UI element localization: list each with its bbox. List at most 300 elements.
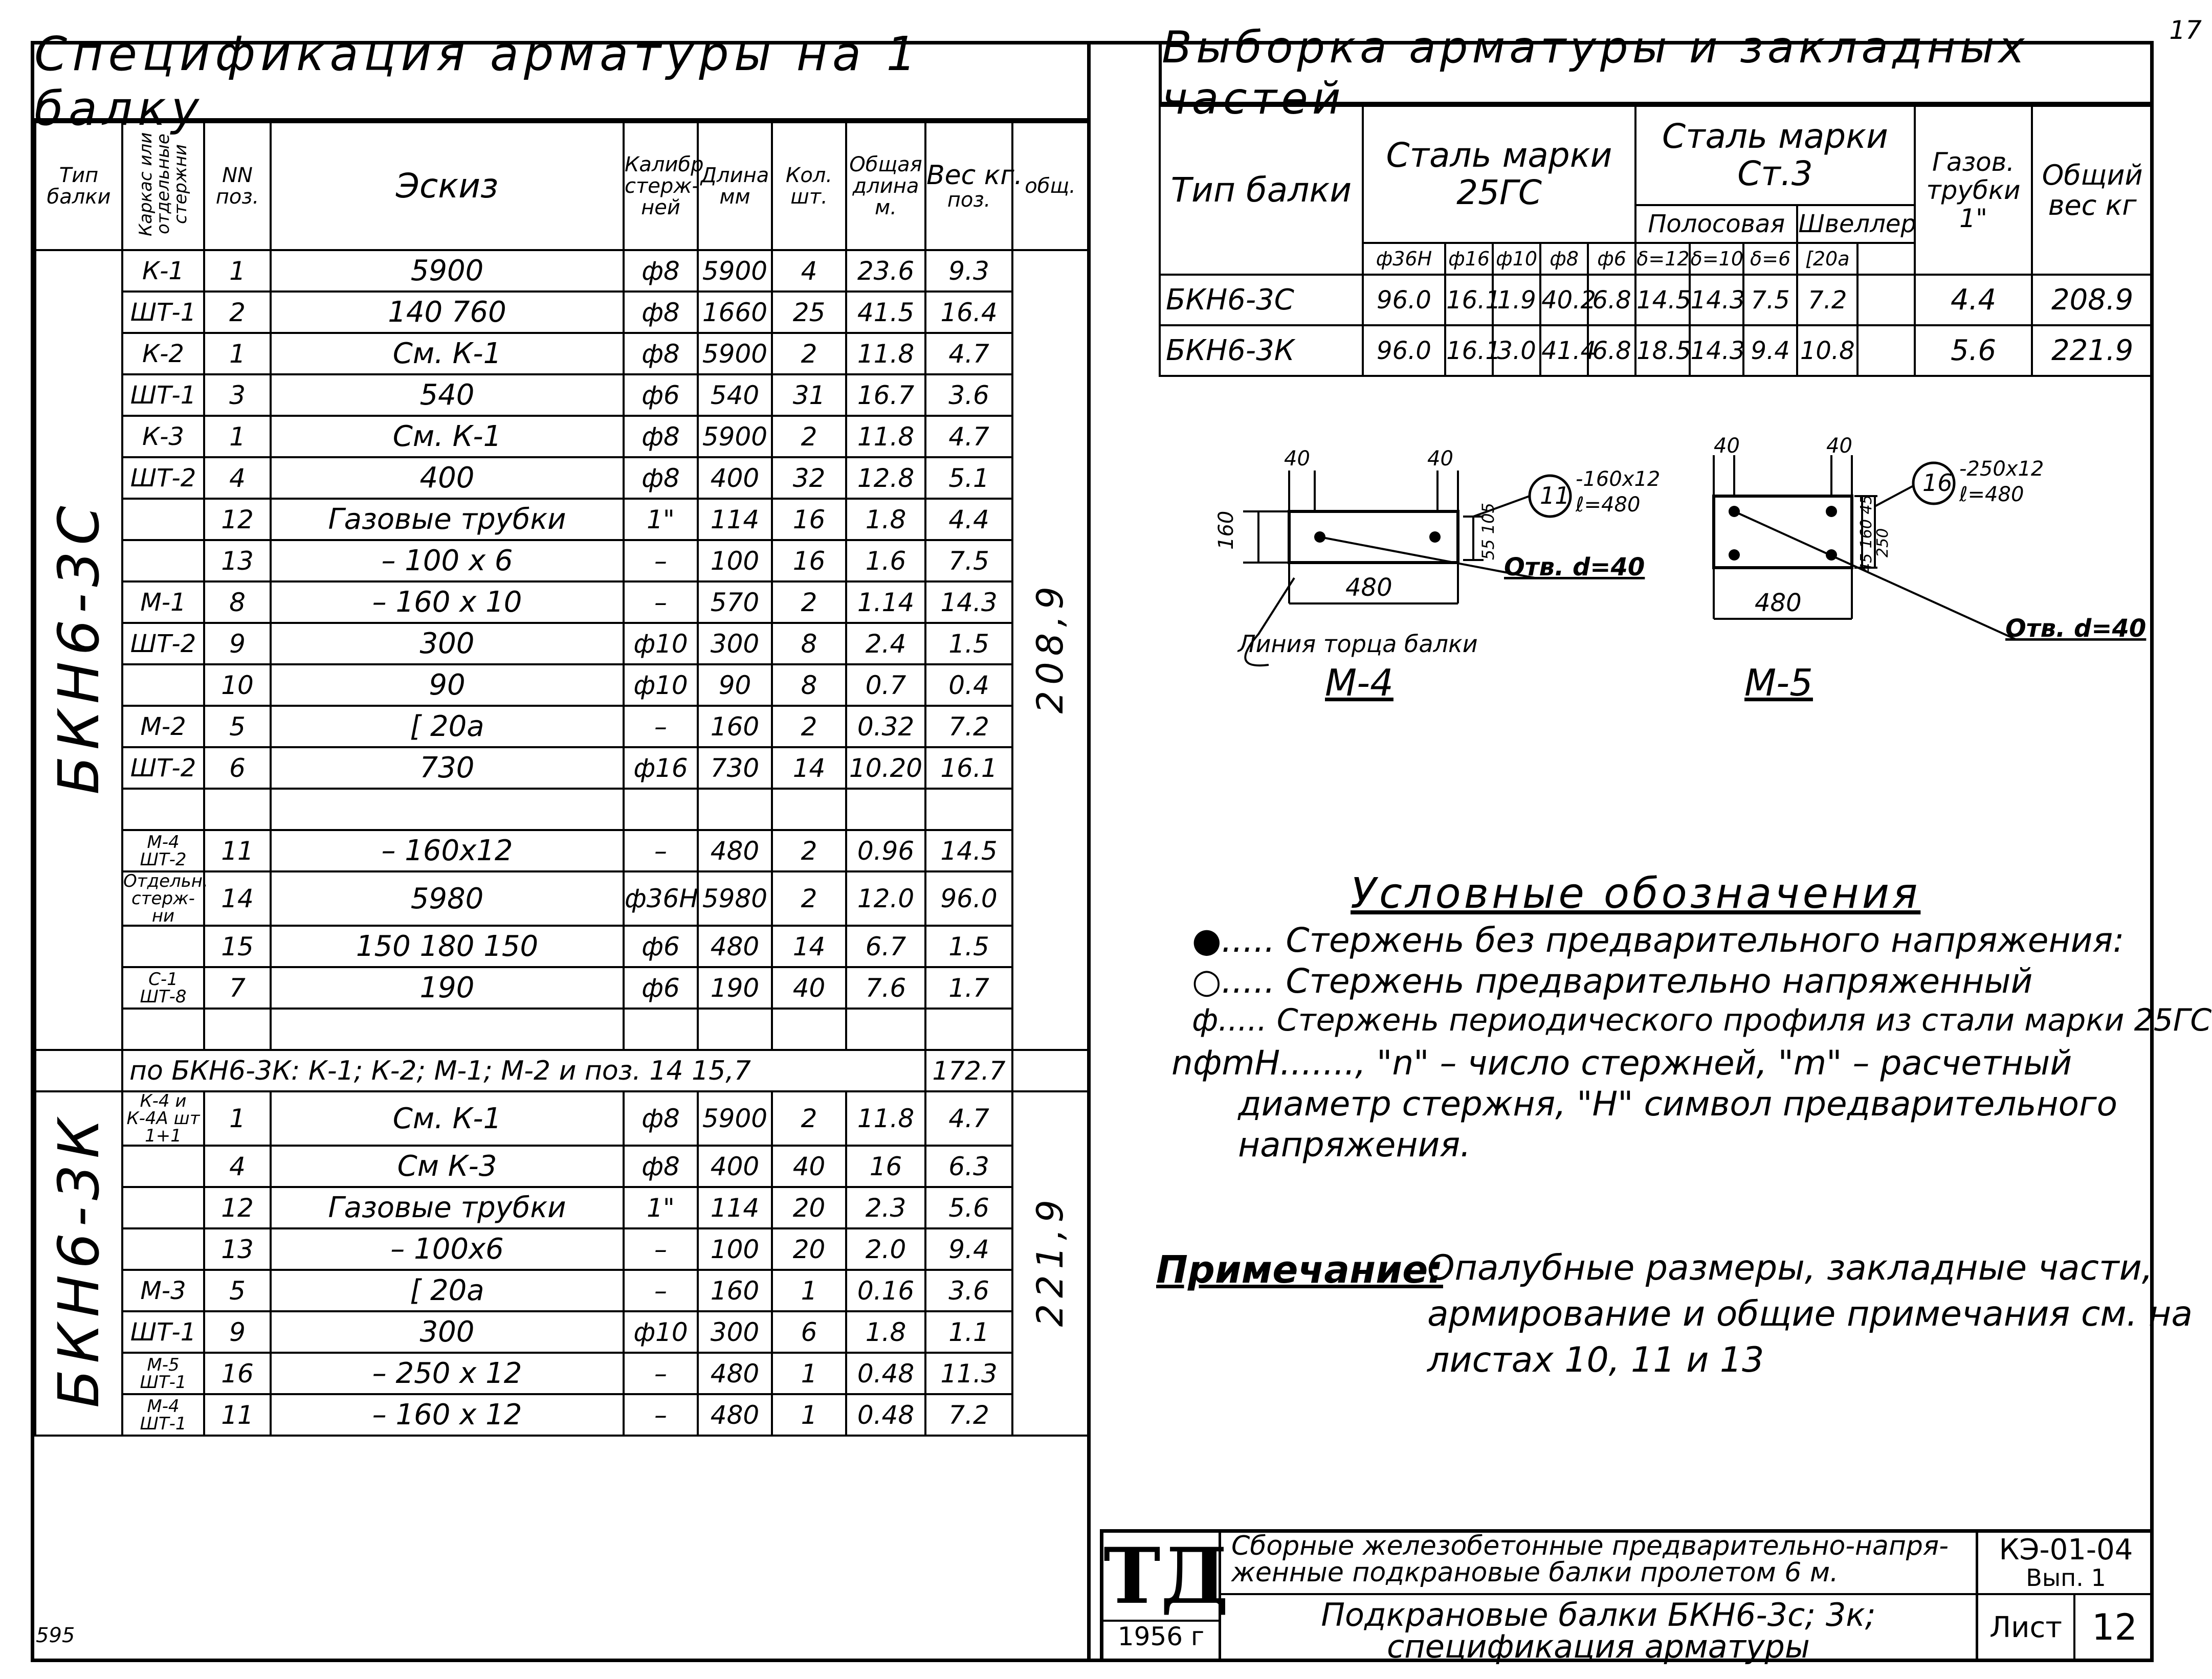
sketch-cell: 5980 (271, 871, 624, 926)
length-cell: 480 (698, 830, 772, 871)
count-cell: 8 (772, 664, 846, 706)
frame-cell: М-4 ШТ-1 (122, 1394, 204, 1436)
sketch-cell: – 160 x 10 (271, 581, 624, 623)
count-cell: 1 (772, 1394, 846, 1436)
pos-cell: 4 (204, 1146, 271, 1187)
diameter-cell: – (624, 540, 698, 581)
summary-text: по БКН6-3К: К-1; К-2; М-1; М-2 и поз. 14 15,7 (122, 1050, 925, 1091)
logo (1103, 1531, 1229, 1662)
total-length-cell: 0.32 (846, 706, 925, 747)
sel-body (1160, 275, 2153, 376)
count-cell: 2 (772, 416, 846, 457)
sel-value-cell: 1.9 (1493, 275, 1540, 325)
m5-callout-b: ℓ=480 (1959, 483, 2024, 506)
length-cell: 400 (698, 1146, 772, 1187)
total-length-cell: 2.0 (846, 1228, 925, 1270)
frame-cell: С-1 ШТ-8 (122, 967, 204, 1009)
diameter-cell: – (624, 830, 698, 871)
spec-row (35, 540, 1088, 581)
pos-cell: 14 (204, 871, 271, 926)
pos-cell: 1 (204, 416, 271, 457)
sketch-cell: 140 760 (271, 292, 624, 333)
sel-value-cell (1857, 325, 1915, 376)
spec-row (35, 457, 1088, 499)
frame-cell (122, 926, 204, 967)
length-cell: 300 (698, 623, 772, 664)
pos-cell: 9 (204, 1311, 271, 1353)
count-cell: 2 (772, 706, 846, 747)
pos-cell: 10 (204, 664, 271, 706)
total-length-cell: 16.7 (846, 374, 925, 416)
m4-drawing (1207, 447, 1668, 716)
sel-sub-col: ф10 (1493, 243, 1540, 275)
frame-cell (122, 499, 204, 540)
sel-value-cell: 18.5 (1635, 325, 1689, 376)
weight-pos-cell: 4.7 (925, 1091, 1012, 1146)
spec-row (35, 830, 1088, 871)
corner-number-bottom: 595 (36, 1624, 75, 1647)
diameter-cell: ф6 (624, 926, 698, 967)
pos-cell: 13 (204, 1228, 271, 1270)
length-cell: 5900 (698, 333, 772, 374)
pos-cell: 1 (204, 1091, 271, 1146)
group1-type-label: БКН6-3С (46, 499, 112, 795)
sketch-cell: – 250 x 12 (271, 1353, 624, 1394)
m4-dim40a: 40 (1284, 447, 1310, 471)
pos-cell: 5 (204, 706, 271, 747)
diameter-cell: ф10 (624, 1311, 698, 1353)
sketch-cell: См. К-1 (271, 416, 624, 457)
frame-cell: ШТ-1 (122, 292, 204, 333)
m5-dim480: 480 (1755, 589, 1802, 617)
corner-number: 17 (2169, 15, 2202, 45)
spec-row (35, 1353, 1088, 1394)
desc-line-2: женные подкрановые балки пролетом 6 м. (1231, 1557, 1839, 1588)
weight-pos-cell: 6.3 (925, 1146, 1012, 1187)
m4-callout-a: -160x12 (1576, 467, 1661, 491)
sel-value-cell: 6.8 (1588, 325, 1635, 376)
sel-value-cell: 14.3 (1690, 275, 1743, 325)
spec-row (35, 1091, 1088, 1146)
diameter-cell (624, 1009, 698, 1050)
desc-line-1: Сборные железобетонные предварительно-напря- (1231, 1531, 1949, 1561)
count-cell: 2 (772, 871, 846, 926)
weight-pos-cell: 7.2 (925, 706, 1012, 747)
sel-value-cell: 3.0 (1493, 325, 1540, 376)
total-length-cell: 1.6 (846, 540, 925, 581)
weight-pos-cell: 11.3 (925, 1353, 1012, 1394)
total-length-cell: 0.7 (846, 664, 925, 706)
length-cell: 160 (698, 706, 772, 747)
diameter-cell: 1" (624, 499, 698, 540)
spec-row (35, 333, 1088, 374)
legend-title: Условные обозначения (1351, 869, 1921, 918)
m4-dim480: 480 (1345, 573, 1392, 602)
weight-pos-cell: 16.1 (925, 747, 1012, 789)
sel-col-st3: Сталь марки Ст.3 (1635, 106, 1915, 205)
group2-type-label: БКН6-3К (46, 1112, 112, 1408)
spec-row (35, 967, 1088, 1009)
count-cell: 14 (772, 747, 846, 789)
weight-pos-cell: 16.4 (925, 292, 1012, 333)
weight-pos-cell (925, 789, 1012, 830)
total-length-cell (846, 1009, 925, 1050)
total-length-cell: 10.20 (846, 747, 925, 789)
count-cell: 1 (772, 1353, 846, 1394)
frame-cell (122, 664, 204, 706)
count-cell: 20 (772, 1187, 846, 1228)
frame-cell: ШТ-1 (122, 1311, 204, 1353)
frame-cell: ШТ-2 (122, 747, 204, 789)
pos-cell: 12 (204, 1187, 271, 1228)
m5-dim40a: 40 (1714, 434, 1740, 458)
weight-pos-cell: 4.7 (925, 416, 1012, 457)
legend-line-1: ●..... Стержень без предварительного напряжения: (1192, 921, 2125, 960)
diameter-cell: – (624, 1394, 698, 1436)
desc-line-4: спецификация арматуры (1387, 1628, 1810, 1665)
sketch-cell: См К-3 (271, 1146, 624, 1187)
frame-cell: К-1 (122, 250, 204, 292)
sel-sub-col (1857, 243, 1915, 275)
count-cell: 40 (772, 967, 846, 1009)
weight-pos-cell: 14.3 (925, 581, 1012, 623)
sel-value-cell: 96.0 (1363, 275, 1445, 325)
pos-cell: 3 (204, 374, 271, 416)
frame-cell (122, 1009, 204, 1050)
spec-row (35, 581, 1088, 623)
pos-cell: 9 (204, 623, 271, 664)
spec-row (35, 1146, 1088, 1187)
summary-row (35, 1050, 1088, 1091)
length-cell: 1660 (698, 292, 772, 333)
note-line-3: листах 10, 11 и 13 (1427, 1340, 1764, 1380)
sel-col-type: Тип балки (1160, 106, 1363, 275)
count-cell: 31 (772, 374, 846, 416)
spec-row (35, 1394, 1088, 1436)
frame-cell: К-2 (122, 333, 204, 374)
sel-value-cell: 16.1 (1445, 325, 1493, 376)
count-cell: 20 (772, 1228, 846, 1270)
sketch-cell: [ 20а (271, 1270, 624, 1311)
sel-sub-col: δ=10 (1690, 243, 1743, 275)
diameter-cell: ф16 (624, 747, 698, 789)
legend-line-4: nфmН......., "n" – число стержней, "m" – расчетный (1171, 1043, 2072, 1083)
total-length-cell: 11.8 (846, 333, 925, 374)
col-weight-total: общ. (1012, 122, 1088, 250)
sel-sub-col: ф16 (1445, 243, 1493, 275)
frame-cell (122, 1228, 204, 1270)
count-cell: 1 (772, 1270, 846, 1311)
diameter-cell: – (624, 706, 698, 747)
diameter-cell: ф8 (624, 1146, 698, 1187)
pos-cell: 1 (204, 333, 271, 374)
weight-pos-cell: 1.7 (925, 967, 1012, 1009)
col-type: Тип балки (35, 122, 122, 250)
total-length-cell: 2.3 (846, 1187, 925, 1228)
diameter-cell (624, 789, 698, 830)
sel-col-gas: Газов. трубки 1" (1915, 106, 2032, 275)
length-cell (698, 789, 772, 830)
spec-row (35, 664, 1088, 706)
m5-callout-a: -250x12 (1959, 457, 2044, 481)
spec-header-row (35, 122, 1088, 250)
spec-row (35, 1187, 1088, 1228)
logo-mark: ТД (1103, 1531, 1229, 1621)
sketch-cell (271, 1009, 624, 1050)
sel-type-cell: БКН6-3К (1160, 325, 1363, 376)
pos-cell: 2 (204, 292, 271, 333)
weight-pos-cell: 5.6 (925, 1187, 1012, 1228)
length-cell: 190 (698, 967, 772, 1009)
diameter-cell: – (624, 581, 698, 623)
total-length-cell: 12.0 (846, 871, 925, 926)
sketch-cell: 190 (271, 967, 624, 1009)
note-line-1: Опалубные размеры, закладные части, (1427, 1248, 2153, 1288)
group1-total-cell (1012, 250, 1088, 1050)
m5-label: М-5 (1744, 661, 1813, 704)
weight-pos-cell: 3.6 (925, 374, 1012, 416)
m4-edge-line: Линия торца балки (1238, 630, 1478, 658)
weight-pos-cell: 5.1 (925, 457, 1012, 499)
sheet-label: Лист (1978, 1593, 2075, 1662)
length-cell: 160 (698, 1270, 772, 1311)
diameter-cell: ф8 (624, 457, 698, 499)
sel-col-steel25: Сталь марки 25ГС (1363, 106, 1635, 243)
spec-row (35, 926, 1088, 967)
desc-line-3: Подкрановые балки БКН6-3с; 3к; (1321, 1596, 1876, 1633)
total-length-cell: 11.8 (846, 416, 925, 457)
count-cell: 4 (772, 250, 846, 292)
diameter-cell: – (624, 1270, 698, 1311)
frame-cell (122, 540, 204, 581)
diameter-cell: ф10 (624, 664, 698, 706)
frame-cell: Отдельн. стерж-ни (123, 871, 208, 926)
selection-table (1159, 105, 2154, 377)
col-total-length: Общая длина м. (846, 122, 925, 250)
sketch-cell (271, 789, 624, 830)
sel-value-cell: 14.3 (1690, 325, 1743, 376)
sketch-cell: 150 180 150 (271, 926, 624, 967)
diameter-cell: ф8 (624, 333, 698, 374)
length-cell: 570 (698, 581, 772, 623)
length-cell (698, 1009, 772, 1050)
pos-cell: 4 (204, 457, 271, 499)
group2-total-cell (1012, 1091, 1088, 1436)
group2-body (35, 1091, 1088, 1436)
sel-value-cell: 10.8 (1797, 325, 1857, 376)
weight-pos-cell: 9.4 (925, 1228, 1012, 1270)
count-cell: 16 (772, 499, 846, 540)
length-cell: 100 (698, 540, 772, 581)
weight-pos-cell: 4.4 (925, 499, 1012, 540)
diameter-cell: ф8 (624, 250, 698, 292)
sel-value-cell: 9.4 (1743, 325, 1797, 376)
sketch-cell: См. К-1 (271, 1091, 624, 1146)
m4-callout-b: ℓ=480 (1576, 493, 1641, 517)
spec-row (35, 416, 1088, 457)
sel-type-cell: БКН6-3С (1160, 275, 1363, 325)
length-cell: 730 (698, 747, 772, 789)
weight-pos-cell: 14.5 (925, 830, 1012, 871)
length-cell: 114 (698, 1187, 772, 1228)
legend-line-5: диаметр стержня, "Н" символ предварительного (1238, 1084, 2118, 1124)
frame-cell: М-1 (122, 581, 204, 623)
length-cell: 480 (698, 926, 772, 967)
spec-row (35, 623, 1088, 664)
m4-callout-num: 11 (1540, 482, 1570, 509)
col-diam: Калибр стерж-ней (624, 122, 698, 250)
total-length-cell: 1.8 (846, 1311, 925, 1353)
spec-row (35, 1270, 1088, 1311)
m4-dim-side: 55 105 (1478, 503, 1498, 560)
total-length-cell: 0.48 (846, 1353, 925, 1394)
pos-cell: 1 (204, 250, 271, 292)
total-length-cell: 1.14 (846, 581, 925, 623)
weight-pos-cell (925, 1009, 1012, 1050)
legend-line-2: ○..... Стержень предварительно напряженный (1192, 961, 2033, 1001)
sel-sub-col: δ=6 (1743, 243, 1797, 275)
sel-value-cell (1857, 275, 1915, 325)
sketch-cell: – 100x6 (271, 1228, 624, 1270)
spec-row (35, 789, 1088, 830)
weight-pos-cell: 3.6 (925, 1270, 1012, 1311)
diameter-cell: ф6 (624, 374, 698, 416)
spec-row (35, 871, 1088, 926)
spec-row (35, 250, 1088, 292)
m4-dim40b: 40 (1427, 447, 1453, 471)
sketch-cell: 400 (271, 457, 624, 499)
weight-pos-cell: 0.4 (925, 664, 1012, 706)
spec-row (35, 706, 1088, 747)
m5-drawing (1678, 434, 2149, 706)
pos-cell: 12 (204, 499, 271, 540)
length-cell: 480 (698, 1394, 772, 1436)
sel-value-cell: 40.2 (1540, 275, 1588, 325)
frame-cell: К-4 и К-4А шт 1+1 (122, 1091, 204, 1146)
sketch-cell: 5900 (271, 250, 624, 292)
length-cell: 5900 (698, 1091, 772, 1146)
frame-cell (122, 1187, 204, 1228)
m5-dim40b: 40 (1826, 434, 1852, 458)
sel-value-cell: 6.8 (1588, 275, 1635, 325)
sel-value-cell: 7.2 (1797, 275, 1857, 325)
summary-weight: 172.7 (925, 1050, 1012, 1091)
count-cell: 6 (772, 1311, 846, 1353)
spec-title: Спецификация арматуры на 1 балку (34, 44, 1087, 121)
sketch-cell: 300 (271, 623, 624, 664)
spec-table (34, 121, 1089, 1437)
sheet-number: 12 (2091, 1606, 2138, 1648)
col-frame: Каркас или отдельные стержни (122, 122, 204, 250)
total-length-cell: 6.7 (846, 926, 925, 967)
pos-cell: 8 (204, 581, 271, 623)
sketch-cell: 90 (271, 664, 624, 706)
group1-total-weight: 208,9 (1029, 580, 1071, 714)
sel-value-cell: 14.5 (1635, 275, 1689, 325)
group2-type-cell (35, 1091, 122, 1436)
count-cell: 2 (772, 581, 846, 623)
count-cell: 14 (772, 926, 846, 967)
spec-row (35, 292, 1088, 333)
weight-pos-cell: 7.5 (925, 540, 1012, 581)
sel-value-cell: 96.0 (1363, 325, 1445, 376)
sel-row (1160, 275, 2153, 325)
col-length: Длина мм (698, 122, 772, 250)
total-length-cell: 11.8 (846, 1091, 925, 1146)
pos-cell (204, 789, 271, 830)
sketch-cell: – 160 x 12 (271, 1394, 624, 1436)
spec-row (35, 1311, 1088, 1353)
sketch-cell: Газовые трубки (271, 499, 624, 540)
pos-cell: 13 (204, 540, 271, 581)
sel-col-strip: Полосовая (1635, 205, 1797, 243)
col-sketch: Эскиз (271, 122, 624, 250)
legend-line-3: ф..... Стержень периодического профиля из стали марки 25ГС (1192, 1002, 2212, 1038)
count-cell: 16 (772, 540, 846, 581)
m5-dim-side: 45 160 45 (1857, 495, 1875, 573)
diameter-cell: ф6 (624, 967, 698, 1009)
sel-col-total: Общий вес кг (2032, 106, 2153, 275)
pos-cell (204, 1009, 271, 1050)
frame-cell (122, 789, 204, 830)
count-cell: 8 (772, 623, 846, 664)
total-length-cell: 16 (846, 1146, 925, 1187)
diameter-cell: ф36Н (624, 871, 698, 926)
length-cell: 90 (698, 664, 772, 706)
weight-pos-cell: 1.1 (925, 1311, 1012, 1353)
m4-label: М-4 (1325, 661, 1393, 704)
pos-cell: 5 (204, 1270, 271, 1311)
frame-cell (122, 1146, 204, 1187)
sel-value-cell: 7.5 (1743, 275, 1797, 325)
pos-cell: 7 (204, 967, 271, 1009)
sel-sub-col: δ=12 (1635, 243, 1689, 275)
diameter-cell: – (624, 1353, 698, 1394)
note-label: Примечание: (1156, 1248, 1443, 1292)
spec-row (35, 747, 1088, 789)
frame-cell: М-3 (122, 1270, 204, 1311)
sketch-cell: [ 20а (271, 706, 624, 747)
weight-pos-cell: 96.0 (925, 871, 1012, 926)
total-length-cell: 0.48 (846, 1394, 925, 1436)
group1-body (35, 250, 1088, 1050)
spec-row (35, 374, 1088, 416)
count-cell: 40 (772, 1146, 846, 1187)
pos-cell: 15 (204, 926, 271, 967)
length-cell: 5980 (698, 871, 772, 926)
total-length-cell: 0.96 (846, 830, 925, 871)
count-cell: 25 (772, 292, 846, 333)
total-length-cell: 2.4 (846, 623, 925, 664)
sketch-cell: 730 (271, 747, 624, 789)
length-cell: 300 (698, 1311, 772, 1353)
sel-total-cell: 221.9 (2032, 325, 2153, 376)
weight-pos-cell: 4.7 (925, 333, 1012, 374)
group2-total-weight: 221,9 (1029, 1194, 1071, 1327)
sel-row (1160, 325, 2153, 376)
m5-callout-num: 16 (1922, 469, 1953, 497)
m5-dim250: 250 (1874, 528, 1892, 557)
weight-pos-cell: 7.2 (925, 1394, 1012, 1436)
pos-cell: 6 (204, 747, 271, 789)
selection-title: Выборка арматуры и закладных частей (1159, 44, 2154, 105)
title-description (1221, 1531, 1978, 1665)
pos-cell: 11 (204, 1394, 271, 1436)
sel-sub-col: ф8 (1540, 243, 1588, 275)
count-cell: 2 (772, 830, 846, 871)
sketch-cell: – 160x12 (271, 830, 624, 871)
total-length-cell: 41.5 (846, 292, 925, 333)
